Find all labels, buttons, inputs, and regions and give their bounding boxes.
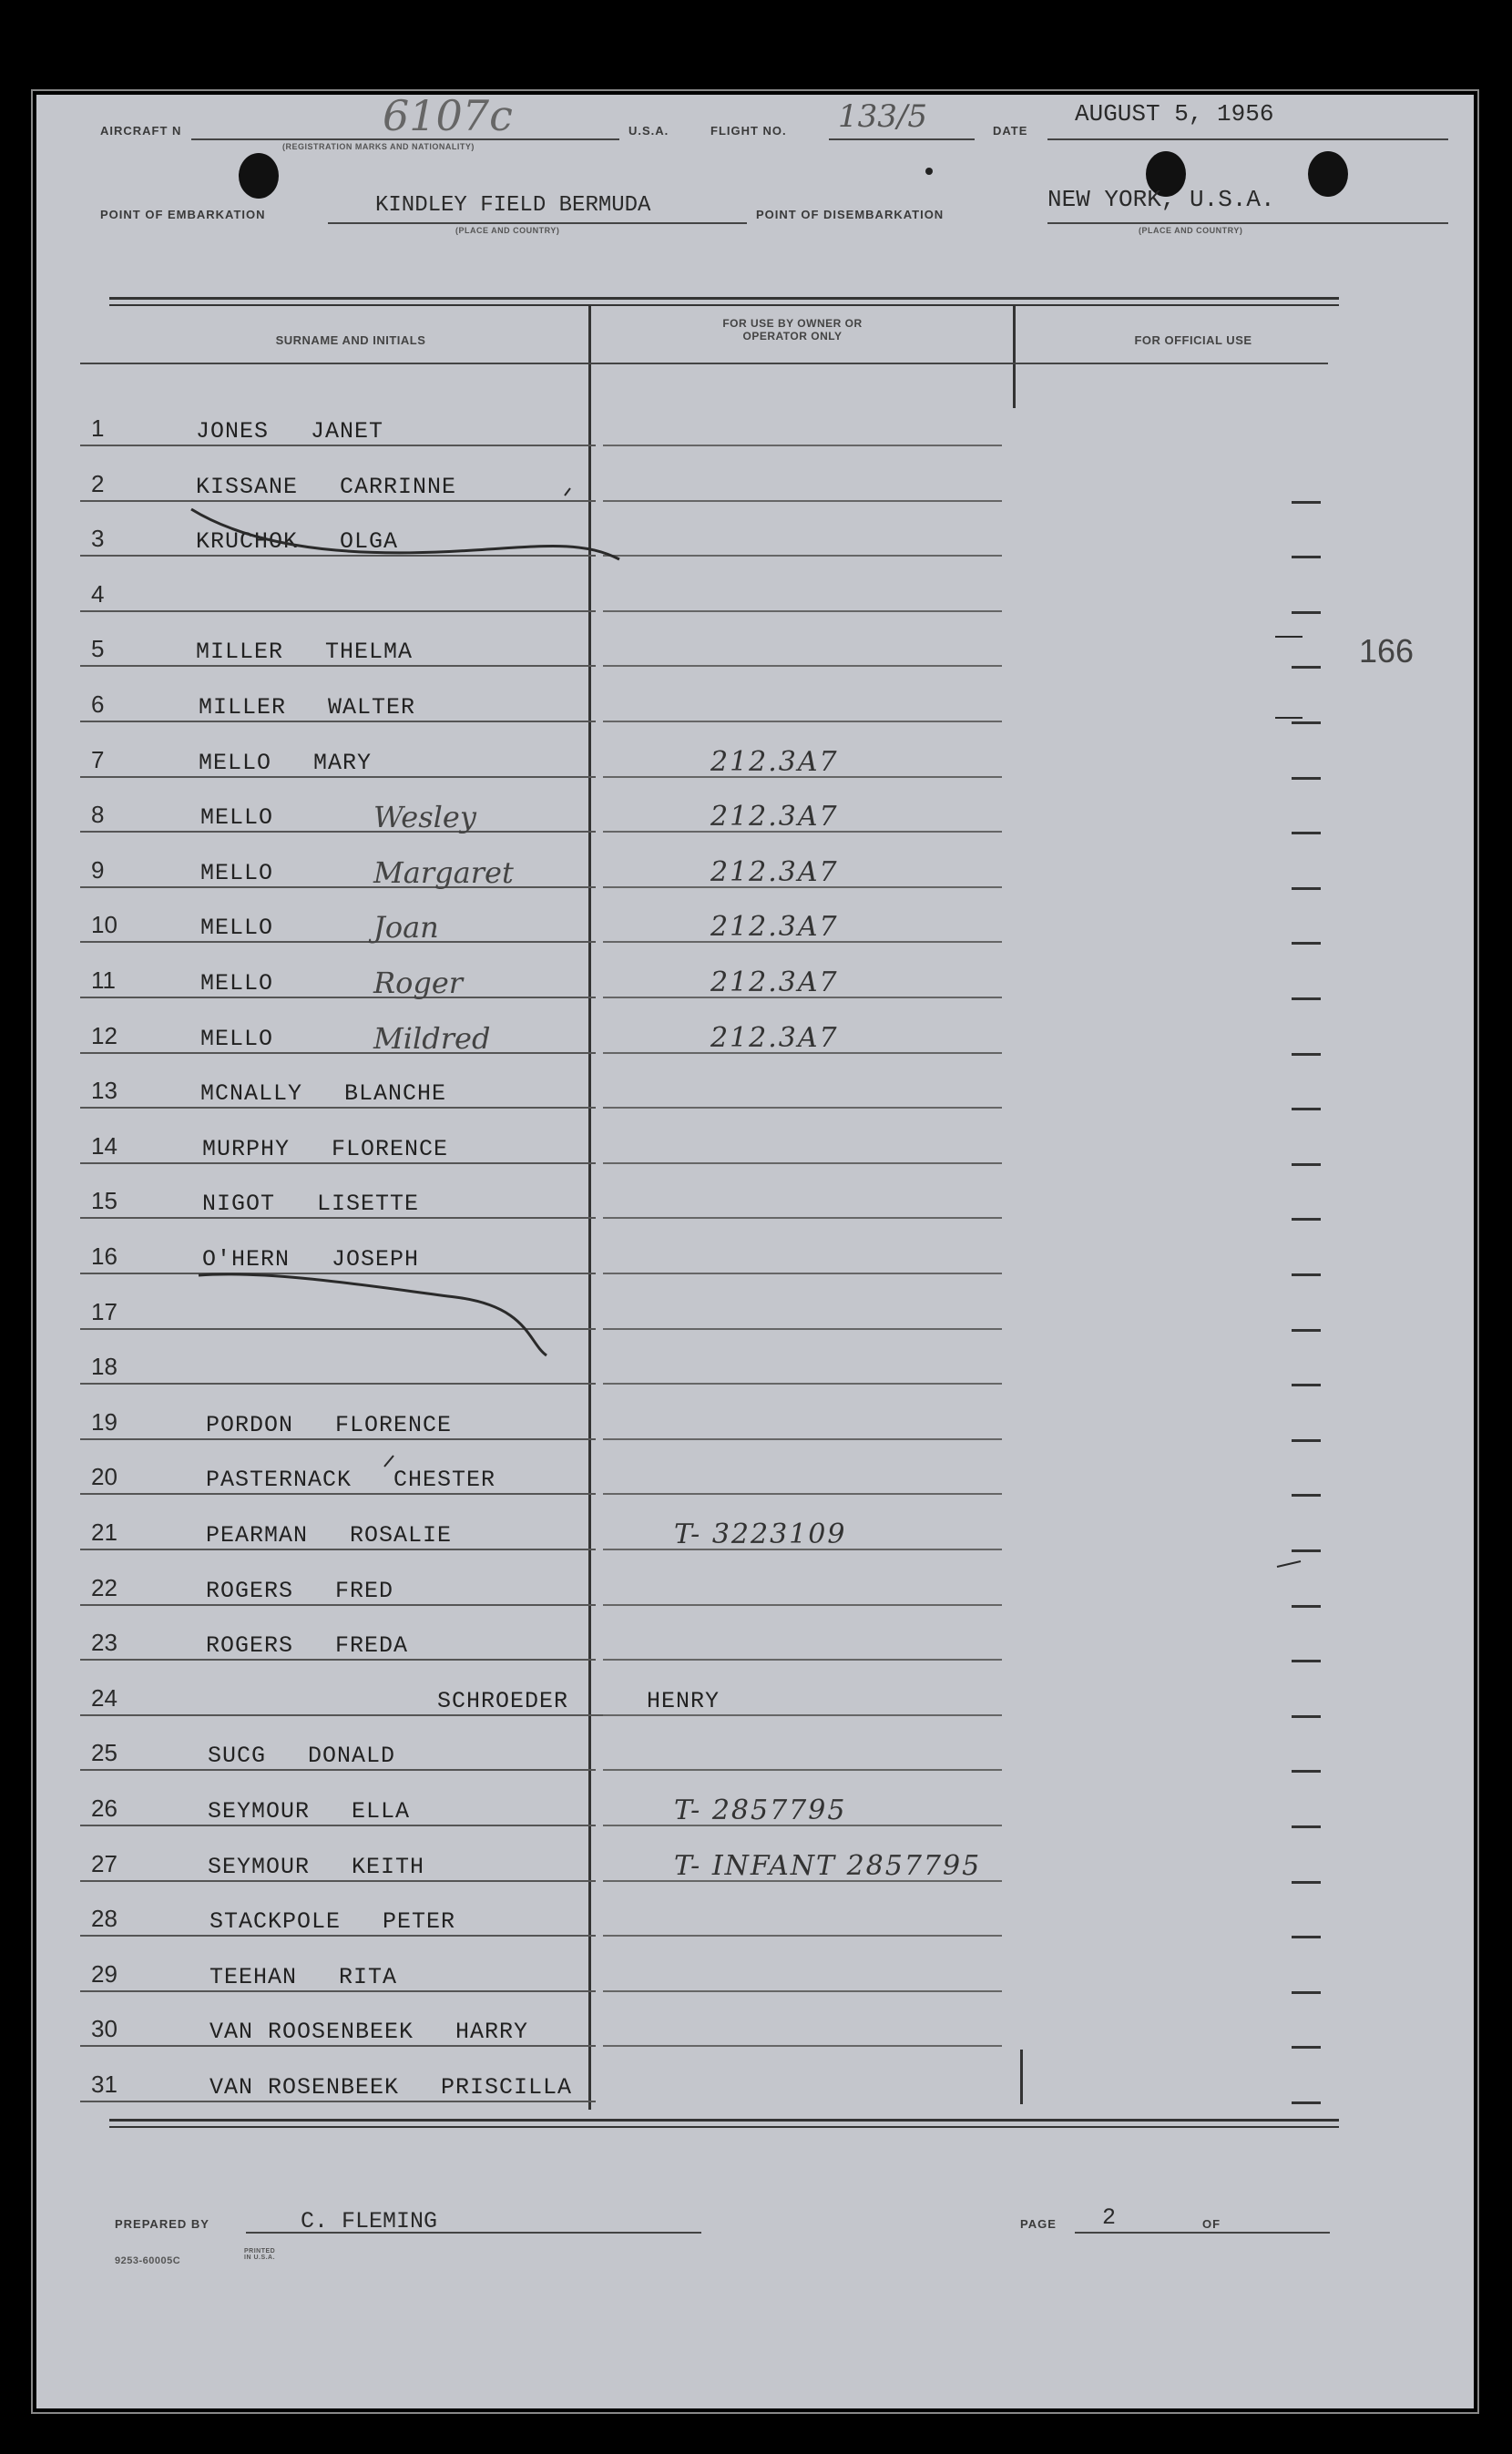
row-number: 15 [91,1187,117,1215]
passenger-row [36,671,1474,726]
disembarkation-label: POINT OF DISEMBARKATION [756,208,945,221]
operator-code: 212.3A7 [710,966,839,998]
row-number: 10 [91,911,117,939]
row-underline [80,997,596,998]
official-tick-mark [1292,1494,1321,1497]
passenger-row [36,2051,1474,2106]
manifest-sheet [36,91,1474,2408]
official-tick-mark [1292,942,1321,945]
row-underline [80,1935,596,1937]
registration-caption: (REGISTRATION MARKS AND NATIONALITY) [282,142,475,151]
column-header-official: FOR OFFICIAL USE [1134,333,1252,347]
header-underline [80,363,1328,364]
printed-caption: PRINTED IN U.S.A. [244,2248,276,2261]
official-tick-mark [1292,1329,1321,1332]
page-value: 2 [1102,2204,1117,2231]
passenger-given-name: KEITH [352,1853,425,1880]
row-number: 25 [91,1739,117,1767]
passenger-row [36,1168,1474,1222]
passenger-row [36,892,1474,946]
table-bottom-rule [109,2119,1339,2122]
row-underline [80,1273,596,1274]
passenger-row [36,1113,1474,1168]
passenger-given-name: Wesley [373,800,476,835]
passenger-surname: MURPHY [202,1135,291,1162]
passenger-surname: SCHROEDER [437,1687,569,1714]
of-label: OF [1202,2217,1221,2231]
row-number: 5 [91,635,105,663]
row-underline [80,1052,596,1054]
row-underline-owner [603,445,1002,446]
passenger-row [36,1223,1474,1278]
passenger-given-name: WALTER [328,694,416,721]
row-underline [80,1162,596,1164]
passenger-surname: TEEHAN [209,1963,298,1990]
row-underline-owner [603,1162,1002,1164]
row-number: 13 [91,1077,117,1105]
passenger-row [36,1499,1474,1554]
passenger-surname: PASTERNACK [206,1467,352,1494]
passenger-row [36,1058,1474,1112]
date-label: DATE [993,124,1028,138]
operator-code: 212.3A7 [710,855,839,888]
passenger-row [36,1665,1474,1720]
passenger-given-name: PETER [383,1908,456,1936]
row-underline [80,555,596,557]
passenger-surname: ROGERS [206,1577,294,1604]
aircraft-value: 6107c [383,91,513,140]
row-underline [80,1383,596,1385]
official-tick-mark [1292,501,1321,504]
prepared-label: PREPARED BY [115,2217,209,2231]
passenger-row [36,1003,1474,1058]
row-number: 6 [91,690,105,718]
row-underline-owner [603,1383,1002,1385]
passenger-given-name: HARRY [455,2019,529,2046]
row-underline-owner [603,665,1002,667]
row-underline-owner [603,1493,1002,1495]
passenger-row [36,1775,1474,1830]
row-number: 31 [91,2071,117,2098]
operator-code: 212.3A7 [710,911,839,944]
prepared-value: C. FLEMING [301,2208,438,2234]
official-tick-mark [1292,1108,1321,1110]
passenger-row [36,1279,1474,1334]
passenger-row [36,1720,1474,1774]
row-underline [80,1825,596,1826]
passenger-surname: PEARMAN [206,1522,309,1549]
row-underline [80,665,596,667]
passenger-row [36,1831,1474,1886]
row-underline [80,1714,638,1716]
passenger-row [36,1941,1474,1996]
passenger-given-name: ELLA [352,1798,411,1825]
row-underline-owner [603,1935,1002,1937]
row-number: 27 [91,1849,117,1877]
passenger-row [36,451,1474,506]
official-tick-mark [1292,1439,1321,1442]
passenger-row [36,1389,1474,1444]
passenger-row [36,727,1474,782]
passenger-row [36,1444,1474,1498]
passenger-surname: O'HERN [202,1246,291,1273]
passenger-given-name: HENRY [647,1687,720,1714]
row-number: 26 [91,1794,117,1822]
passenger-surname: VAN ROSENBEEK [209,2074,400,2101]
row-number: 19 [91,1407,117,1436]
column-header-surname: SURNAME AND INITIALS [275,333,426,347]
passenger-given-name: BLANCHE [344,1080,447,1108]
operator-code: 212.3A7 [710,1021,839,1054]
row-number: 8 [91,801,105,829]
passenger-given-name: Roger [373,966,464,1000]
official-tick-mark [1292,777,1321,780]
official-tick-mark [1292,1936,1321,1938]
passenger-given-name: Mildred [373,1020,491,1056]
row-underline [80,1659,596,1661]
passenger-row [36,782,1474,836]
row-underline-owner [603,721,1002,722]
column-header-owner: FOR USE BY OWNER OR OPERATOR ONLY [722,317,863,343]
official-tick-mark [1292,1770,1321,1773]
passenger-given-name: RITA [339,1963,398,1990]
usa-label: U.S.A. [628,124,669,138]
official-tick-mark [1292,1660,1321,1662]
row-number: 30 [91,2015,117,2043]
passenger-given-name: JANET [311,418,384,445]
passenger-given-name: FRED [335,1577,394,1604]
passenger-given-name: FREDA [335,1632,409,1660]
passenger-given-name: ROSALIE [350,1522,453,1549]
row-underline-owner [603,1604,1002,1606]
row-number: 11 [91,966,116,994]
row-underline [80,941,596,943]
passenger-row [36,506,1474,560]
official-tick-mark [1292,611,1321,614]
official-tick-mark [1292,666,1321,669]
punch-hole [239,153,279,199]
passenger-given-name: Joan [373,910,439,946]
operator-code: 212.3A7 [710,801,839,833]
row-underline-owner [603,2045,1002,2047]
disembarkation-underline [1047,222,1448,224]
official-tick-mark [1292,1218,1321,1221]
row-underline [80,1880,596,1882]
passenger-surname: MILLER [196,639,284,666]
passenger-surname: NIGOT [202,1191,276,1218]
passenger-surname: MELLO [199,749,272,776]
table-top-rule-2 [109,304,1339,306]
passenger-surname: VAN ROOSENBEEK [209,2019,414,2046]
embarkation-underline [328,222,747,224]
passenger-given-name: MARY [313,749,373,776]
passenger-given-name: DONALD [308,1743,396,1770]
official-tick-mark [1292,2101,1321,2104]
row-underline [80,1990,596,1992]
row-underline [80,1493,596,1495]
row-underline [80,1107,596,1109]
date-value: AUGUST 5, 1956 [1075,100,1274,128]
flight-underline [829,138,975,140]
official-tick-mark [1292,1384,1321,1386]
passenger-surname: JONES [196,418,270,445]
embarkation-caption: (PLACE AND COUNTRY) [455,226,560,235]
passenger-given-name: CHESTER [393,1467,496,1494]
table-top-rule [109,297,1339,300]
passenger-given-name: CARRINNE [340,473,457,500]
row-number: 18 [91,1353,117,1381]
official-tick-mark [1292,556,1321,558]
passenger-surname: MILLER [199,694,287,721]
official-tick-mark [1292,1605,1321,1608]
form-number: 9253-60005C [115,2255,181,2266]
passenger-given-name: LISETTE [317,1191,420,1218]
passenger-surname: SEYMOUR [208,1853,311,1880]
official-tick-mark [1292,1715,1321,1718]
row-number: 9 [91,855,105,884]
row-underline [80,500,596,502]
passenger-row [36,1886,1474,1940]
row-underline [80,610,596,612]
passenger-row [36,1334,1474,1388]
closing-tick [1020,2050,1023,2104]
official-tick-mark [1292,1991,1321,1994]
passenger-given-name: JOSEPH [332,1246,420,1273]
passenger-given-name: OLGA [340,528,399,556]
passenger-row [36,616,1474,670]
row-number: 16 [91,1242,117,1270]
disembarkation-value: NEW YORK, U.S.A. [1047,186,1275,213]
table-bottom-rule-2 [109,2126,1339,2128]
row-underline [80,886,596,888]
passenger-surname: SUCG [208,1743,267,1770]
punch-dot [925,168,933,175]
row-number: 2 [91,469,105,497]
row-underline [80,1769,596,1771]
row-underline-owner [603,1769,1002,1771]
row-underline [80,1604,596,1606]
operator-code: T- 3223109 [674,1518,847,1550]
row-underline [80,1438,596,1440]
page-underline [1075,2232,1330,2234]
flight-value: 133/5 [838,98,927,135]
official-tick-mark [1292,1053,1321,1056]
official-tick-mark [1292,1273,1321,1276]
row-underline [80,776,596,778]
date-underline [1047,138,1448,140]
passenger-given-name: Margaret [373,854,514,890]
official-tick-mark [1292,832,1321,834]
aircraft-label: AIRCRAFT N [100,124,182,138]
row-number: 4 [91,579,105,608]
operator-code: T- INFANT 2857795 [674,1849,982,1882]
passenger-row [36,1610,1474,1664]
row-number: 3 [91,525,105,553]
row-underline [80,721,596,722]
operator-code: T- 2857795 [674,1794,847,1826]
passenger-surname: STACKPOLE [209,1908,342,1936]
official-tick-mark [1292,1825,1321,1828]
official-tick-mark [1292,887,1321,890]
passenger-surname: KISSANE [196,473,299,500]
row-underline [80,1217,596,1219]
passenger-row [36,561,1474,616]
official-tick-mark [1292,1881,1321,1884]
passenger-given-name: FLORENCE [332,1135,449,1162]
row-underline-owner [603,1217,1002,1219]
row-number: 1 [91,414,105,442]
row-underline-owner [603,1107,1002,1109]
margin-number: 166 [1359,632,1415,670]
official-tick-mark [1292,997,1321,1000]
passenger-row [36,395,1474,450]
row-underline [80,1549,596,1550]
row-underline-owner [603,1990,1002,1992]
operator-code: 212.3A7 [710,745,839,778]
row-underline [80,1328,596,1330]
row-number: 21 [91,1518,117,1546]
passenger-surname: SEYMOUR [208,1798,311,1825]
row-number: 14 [91,1131,117,1160]
passenger-row [36,947,1474,1002]
row-number: 29 [91,1959,117,1988]
passenger-row [36,1996,1474,2050]
row-number: 24 [91,1683,117,1712]
punch-hole [1308,151,1348,197]
row-number: 22 [91,1573,117,1601]
row-underline-owner [603,1273,1002,1274]
row-underline [80,2101,596,2102]
row-underline [80,831,596,833]
row-underline-owner [603,1714,1002,1716]
passenger-surname: KRUCHOK [196,528,299,556]
passenger-row [36,837,1474,892]
row-number: 7 [91,745,105,773]
row-underline-owner [603,1328,1002,1330]
passenger-surname: MELLO [200,859,274,886]
passenger-surname: ROGERS [206,1632,294,1660]
row-underline-owner [603,610,1002,612]
passenger-surname: MELLO [200,915,274,942]
row-number: 20 [91,1463,117,1491]
page-label: PAGE [1020,2217,1057,2231]
passenger-surname: MELLO [200,804,274,832]
passenger-given-name: FLORENCE [335,1411,453,1438]
passenger-given-name: THELMA [325,639,414,666]
passenger-surname: MELLO [200,1025,274,1052]
row-underline-owner [603,555,1002,557]
row-number: 12 [91,1021,117,1049]
passenger-given-name: PRISCILLA [441,2074,573,2101]
passenger-surname: MELLO [200,970,274,997]
row-underline-owner [603,500,1002,502]
row-underline-owner [603,1438,1002,1440]
row-number: 17 [91,1297,117,1325]
row-underline [80,2045,596,2047]
passenger-surname: MCNALLY [200,1080,303,1108]
embarkation-label: POINT OF EMBARKATION [100,208,266,221]
column-divider [1013,306,1016,408]
passenger-row [36,1555,1474,1610]
official-tick-mark [1292,721,1321,724]
row-underline [80,445,596,446]
official-tick-mark [1292,1549,1321,1552]
row-number: 28 [91,1905,117,1933]
official-tick-mark [1292,1163,1321,1166]
flight-label: FLIGHT NO. [710,124,787,138]
embarkation-value: KINDLEY FIELD BERMUDA [375,193,651,218]
row-number: 23 [91,1629,117,1657]
official-tick-mark [1292,2046,1321,2049]
disembarkation-caption: (PLACE AND COUNTRY) [1139,226,1243,235]
passenger-surname: PORDON [206,1411,294,1438]
row-underline-owner [603,1659,1002,1661]
